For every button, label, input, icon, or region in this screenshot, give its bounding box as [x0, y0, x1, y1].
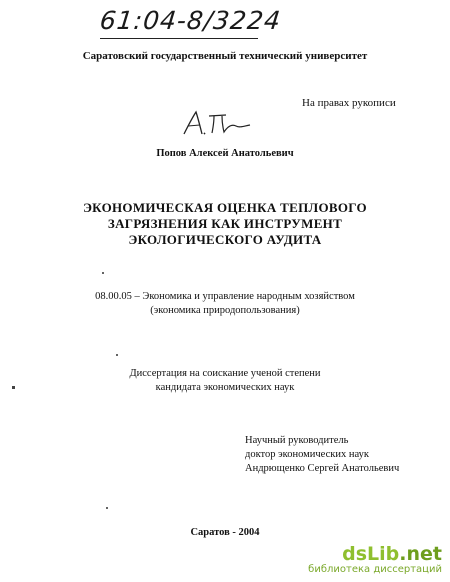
- dissertation-line-1: Диссертация на соискание ученой степени: [129, 368, 321, 379]
- title-line-1: ЭКОНОМИЧЕСКАЯ ОЦЕНКА ТЕПЛОВОГО: [83, 200, 367, 215]
- watermark-logo: [302, 544, 442, 576]
- supervisor-name: Андрющенко Сергей Анатольевич: [245, 463, 400, 474]
- specialty-code-line: 08.00.05 – Экономика и управление народным хозяйством: [95, 291, 355, 302]
- scan-speck: [116, 354, 118, 356]
- rights-notice: На правах рукописи: [302, 97, 396, 109]
- registry-number: 61:04-8/3224: [98, 6, 283, 35]
- scan-speck: [106, 507, 108, 509]
- supervisor-role: Научный руководитель: [245, 435, 349, 446]
- scan-speck: [12, 386, 15, 389]
- handwritten-signature: [178, 108, 268, 138]
- author-name: Попов Алексей Анатольевич: [156, 148, 294, 159]
- watermark-tagline: библиотека диссертаций: [308, 564, 442, 575]
- watermark-brand: dsLib.net: [342, 543, 442, 565]
- specialty-subfield-line: (экономика природопользования): [150, 305, 300, 316]
- title-line-3: ЭКОЛОГИЧЕСКОГО АУДИТА: [128, 232, 322, 247]
- university-name: Саратовский государственный технический университет: [82, 50, 368, 62]
- dissertation-line-2: кандидата экономических наук: [155, 382, 295, 393]
- title-line-2: ЗАГРЯЗНЕНИЯ КАК ИНСТРУМЕНТ: [107, 216, 343, 231]
- city-year: Саратов - 2004: [190, 527, 260, 538]
- supervisor-degree: доктор экономических наук: [245, 449, 369, 460]
- scan-speck: [102, 272, 104, 274]
- registry-underline: [100, 38, 258, 39]
